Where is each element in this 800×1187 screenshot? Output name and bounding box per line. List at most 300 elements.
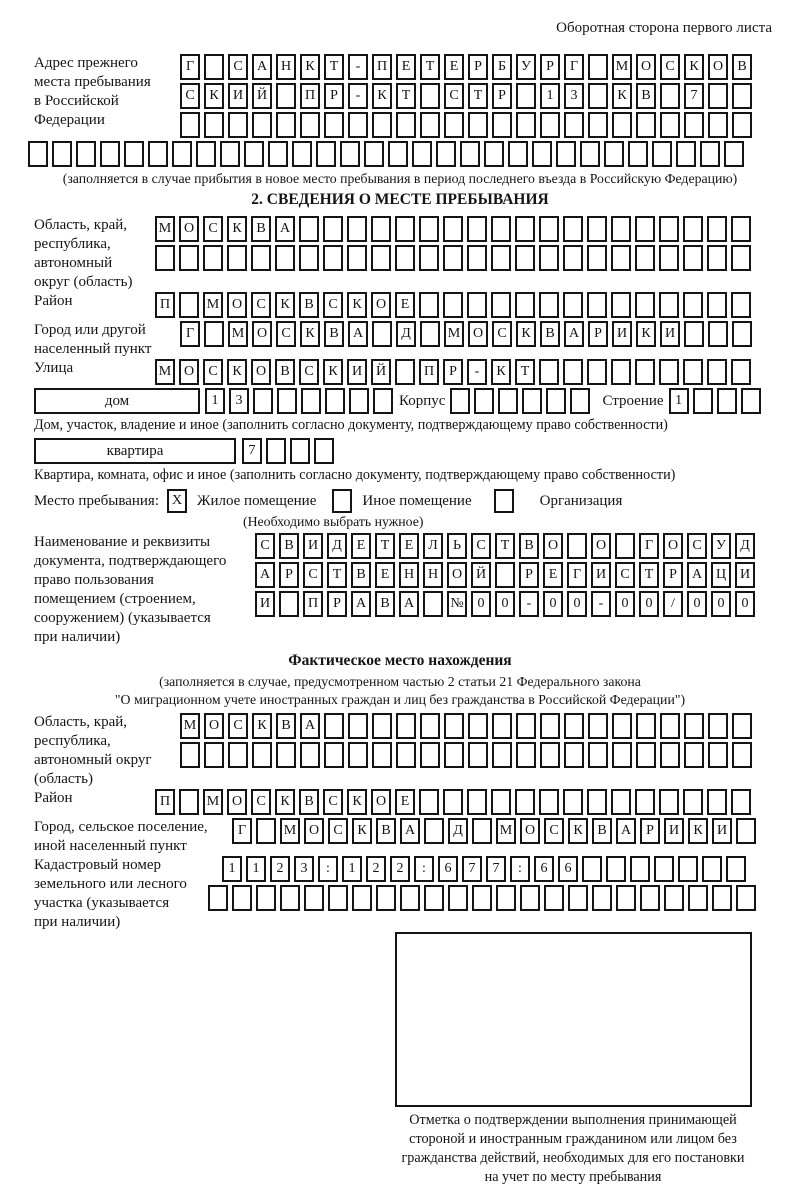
char-cell: И	[660, 321, 680, 347]
char-cell: Г	[639, 533, 659, 559]
char-cell	[684, 112, 704, 138]
char-cell	[522, 388, 542, 414]
char-cell: М	[155, 216, 175, 242]
char-cell: В	[275, 359, 295, 385]
char-cell	[707, 245, 727, 271]
char-cell: К	[636, 321, 656, 347]
char-cell: С	[471, 533, 491, 559]
char-cell	[76, 141, 96, 167]
char-cell: С	[276, 321, 296, 347]
char-cell: И	[712, 818, 732, 844]
gorod-row	[180, 321, 756, 347]
char-cell	[419, 245, 439, 271]
char-cell	[732, 713, 752, 739]
char-cell: М	[155, 359, 175, 385]
char-cell: Й	[371, 359, 391, 385]
char-cell: В	[299, 789, 319, 815]
char-cell: К	[252, 713, 272, 739]
char-cell: В	[636, 83, 656, 109]
label-line: Наименование и реквизиты	[34, 534, 211, 550]
char-cell: 0	[543, 591, 563, 617]
char-cell	[467, 245, 487, 271]
char-cell	[396, 112, 416, 138]
kadastr-label	[28, 856, 222, 932]
char-cell	[155, 245, 175, 271]
char-cell: -	[348, 83, 368, 109]
char-cell: 1	[342, 856, 362, 882]
char-cell	[468, 713, 488, 739]
char-cell	[683, 789, 703, 815]
char-cell: Р	[540, 54, 560, 80]
char-cell: С	[492, 321, 512, 347]
char-cell: А	[300, 713, 320, 739]
char-cell	[570, 388, 590, 414]
char-cell	[324, 713, 344, 739]
char-cell	[443, 789, 463, 815]
char-cell	[180, 112, 200, 138]
char-cell: К	[275, 789, 295, 815]
label-line: иной населенный пункт	[34, 838, 187, 854]
char-cell	[364, 141, 384, 167]
char-cell	[491, 245, 511, 271]
char-cell	[516, 742, 536, 768]
char-cell	[347, 216, 367, 242]
char-cell: И	[303, 533, 323, 559]
section3-title: Фактическое место нахождения	[288, 652, 512, 669]
char-cell	[420, 112, 440, 138]
char-cell	[252, 742, 272, 768]
char-cell	[564, 742, 584, 768]
gorod3-label	[28, 818, 232, 856]
char-cell	[400, 885, 420, 911]
label-line: округ (область)	[34, 274, 133, 290]
char-cell	[420, 742, 440, 768]
char-cell	[491, 789, 511, 815]
char-cell: Й	[471, 562, 491, 588]
char-cell	[419, 216, 439, 242]
char-cell	[324, 112, 344, 138]
char-cell	[256, 818, 276, 844]
char-cell: Т	[468, 83, 488, 109]
char-cell	[736, 885, 756, 911]
char-cell	[636, 742, 656, 768]
char-cell: 1	[222, 856, 242, 882]
char-cell	[290, 438, 310, 464]
char-cell: С	[228, 54, 248, 80]
char-cell	[731, 789, 751, 815]
char-cell	[491, 292, 511, 318]
char-cell	[395, 216, 415, 242]
char-cell	[540, 713, 560, 739]
char-cell: Т	[327, 562, 347, 588]
char-cell	[636, 713, 656, 739]
label-line: (область)	[34, 771, 93, 787]
char-cell	[179, 789, 199, 815]
raion-block	[28, 292, 772, 321]
char-cell	[516, 713, 536, 739]
char-cell	[395, 245, 415, 271]
char-cell: И	[735, 562, 755, 588]
char-cell	[635, 216, 655, 242]
char-cell	[492, 112, 512, 138]
label-line: Город или другой	[34, 322, 146, 338]
char-cell: С	[203, 359, 223, 385]
char-cell: Е	[543, 562, 563, 588]
char-cell	[299, 216, 319, 242]
char-cell	[420, 713, 440, 739]
char-cell	[228, 112, 248, 138]
char-cell	[708, 112, 728, 138]
char-cell	[587, 789, 607, 815]
char-cell: В	[351, 562, 371, 588]
char-cell: К	[204, 83, 224, 109]
char-cell: А	[348, 321, 368, 347]
char-cell	[563, 292, 583, 318]
char-cell	[539, 359, 559, 385]
char-cell	[563, 359, 583, 385]
char-cell	[652, 141, 672, 167]
char-cell: С	[323, 292, 343, 318]
prev-address-row-1	[180, 54, 756, 80]
char-cell: Д	[396, 321, 416, 347]
char-cell: В	[324, 321, 344, 347]
char-cell	[208, 885, 228, 911]
char-cell	[220, 141, 240, 167]
gorod-block	[28, 321, 772, 359]
char-cell: Р	[663, 562, 683, 588]
char-cell: С	[251, 292, 271, 318]
char-cell	[544, 885, 564, 911]
raion3-block	[28, 789, 772, 818]
char-cell	[450, 388, 470, 414]
label-line: автономный округ	[34, 752, 152, 768]
ulitsa-block	[28, 359, 772, 388]
char-cell	[52, 141, 72, 167]
char-cell	[300, 112, 320, 138]
char-cell	[372, 742, 392, 768]
label-line: места пребывания	[34, 74, 151, 90]
raion3-label: Район	[34, 790, 73, 806]
gorod3-row	[232, 818, 760, 844]
char-cell: И	[612, 321, 632, 347]
char-cell: Ь	[447, 533, 467, 559]
korpus-label: Корпус	[399, 392, 446, 409]
char-cell	[741, 388, 761, 414]
char-cell	[520, 885, 540, 911]
char-cell: Р	[468, 54, 488, 80]
char-cell: Г	[564, 54, 584, 80]
oblast3-row-2	[180, 742, 756, 768]
char-cell: Е	[444, 54, 464, 80]
char-cell: П	[419, 359, 439, 385]
char-cell	[540, 742, 560, 768]
char-cell	[352, 885, 372, 911]
char-cell: :	[414, 856, 434, 882]
char-cell: В	[540, 321, 560, 347]
raion-row	[155, 292, 755, 318]
char-cell	[592, 885, 612, 911]
char-cell	[568, 885, 588, 911]
char-cell	[347, 245, 367, 271]
char-cell	[419, 789, 439, 815]
char-cell	[277, 388, 297, 414]
char-cell: К	[323, 359, 343, 385]
char-cell: Р	[588, 321, 608, 347]
char-cell	[612, 742, 632, 768]
char-cell	[659, 789, 679, 815]
char-cell	[348, 713, 368, 739]
char-cell: Ц	[711, 562, 731, 588]
char-cell	[349, 388, 369, 414]
char-cell: С	[303, 562, 323, 588]
char-cell	[467, 292, 487, 318]
char-cell: С	[544, 818, 564, 844]
document-row-3	[255, 591, 759, 617]
char-cell	[516, 112, 536, 138]
kadastr-block	[28, 856, 772, 932]
char-cell: О	[179, 216, 199, 242]
char-cell	[492, 742, 512, 768]
char-cell: А	[351, 591, 371, 617]
char-cell	[256, 885, 276, 911]
char-cell: -	[519, 591, 539, 617]
char-cell	[635, 292, 655, 318]
char-cell	[684, 713, 704, 739]
char-cell	[395, 359, 415, 385]
char-cell	[615, 533, 635, 559]
char-cell	[314, 438, 334, 464]
char-cell	[179, 292, 199, 318]
label-line: Адрес прежнего	[34, 55, 138, 71]
oblast3-label	[28, 713, 180, 789]
char-cell	[708, 713, 728, 739]
char-cell	[444, 713, 464, 739]
char-cell	[474, 388, 494, 414]
char-cell	[436, 141, 456, 167]
char-cell: А	[687, 562, 707, 588]
char-cell: С	[203, 216, 223, 242]
char-cell: С	[251, 789, 271, 815]
char-cell	[292, 141, 312, 167]
char-cell	[300, 742, 320, 768]
char-cell: А	[255, 562, 275, 588]
header-note: Оборотная сторона первого листа	[556, 20, 772, 36]
char-cell	[659, 292, 679, 318]
char-cell: /	[663, 591, 683, 617]
kvartira-row	[34, 438, 772, 464]
char-cell	[371, 216, 391, 242]
char-cell: Й	[252, 83, 272, 109]
char-cell	[587, 292, 607, 318]
char-cell	[196, 141, 216, 167]
char-cell: В	[732, 54, 752, 80]
char-cell	[372, 321, 392, 347]
char-cell: К	[491, 359, 511, 385]
char-cell	[444, 112, 464, 138]
char-cell	[587, 216, 607, 242]
char-cell	[563, 216, 583, 242]
char-cell: К	[347, 292, 367, 318]
char-cell: Е	[375, 562, 395, 588]
char-cell	[582, 856, 602, 882]
char-cell	[268, 141, 288, 167]
char-cell: О	[468, 321, 488, 347]
char-cell	[707, 789, 727, 815]
char-cell	[588, 713, 608, 739]
char-cell: О	[708, 54, 728, 80]
char-cell	[204, 54, 224, 80]
char-cell: С	[299, 359, 319, 385]
prev-address-row-2	[180, 83, 756, 109]
char-cell: У	[711, 533, 731, 559]
char-cell: С	[323, 789, 343, 815]
char-cell: С	[444, 83, 464, 109]
char-cell	[611, 789, 631, 815]
char-cell	[611, 216, 631, 242]
char-cell	[396, 713, 416, 739]
stroenie-label: Строение	[602, 392, 664, 409]
prev-address-label	[28, 54, 180, 130]
char-cell: Д	[735, 533, 755, 559]
char-cell	[683, 292, 703, 318]
oblast-row-1	[155, 216, 755, 242]
section3-note-line-2: "О миграционном учете иностранных граждан и лиц без гражданства в Российской Федерации")	[114, 692, 686, 707]
document-label	[28, 533, 255, 647]
char-cell: Р	[519, 562, 539, 588]
label-line: при наличии)	[34, 914, 121, 930]
ulitsa-label: Улица	[34, 360, 74, 376]
section3-note-line-1: (заполняется в случае, предусмотренном частью 2 статьи 21 Федерального закона	[159, 674, 641, 689]
inoe-label: Иное помещение	[362, 492, 472, 509]
label-line: сооружением) (указывается	[34, 610, 211, 626]
char-cell: О	[204, 713, 224, 739]
raion3-row	[155, 789, 755, 815]
char-cell: А	[616, 818, 636, 844]
char-cell	[443, 245, 463, 271]
char-cell	[299, 245, 319, 271]
char-cell	[635, 359, 655, 385]
char-cell	[660, 742, 680, 768]
char-cell	[498, 388, 518, 414]
char-cell	[707, 292, 727, 318]
char-cell: К	[347, 789, 367, 815]
char-cell: С	[228, 713, 248, 739]
char-cell	[316, 141, 336, 167]
char-cell	[606, 856, 626, 882]
char-cell: Р	[492, 83, 512, 109]
char-cell: П	[155, 789, 175, 815]
char-cell: 0	[711, 591, 731, 617]
char-cell: -	[467, 359, 487, 385]
char-cell: О	[304, 818, 324, 844]
char-cell: Р	[640, 818, 660, 844]
char-cell	[253, 388, 273, 414]
char-cell: О	[520, 818, 540, 844]
char-cell: 0	[687, 591, 707, 617]
char-cell	[372, 112, 392, 138]
char-cell	[556, 141, 576, 167]
char-cell: Е	[396, 54, 416, 80]
char-cell: О	[591, 533, 611, 559]
char-cell	[508, 141, 528, 167]
char-cell	[244, 141, 264, 167]
kvartira-cells	[242, 438, 338, 464]
char-cell: И	[664, 818, 684, 844]
document-row-1	[255, 533, 759, 559]
label-line: участка (указывается	[34, 895, 170, 911]
char-cell	[588, 112, 608, 138]
char-cell	[325, 388, 345, 414]
char-cell	[420, 83, 440, 109]
char-cell	[251, 245, 271, 271]
char-cell	[468, 742, 488, 768]
char-cell: М	[280, 818, 300, 844]
char-cell	[654, 856, 674, 882]
char-cell	[100, 141, 120, 167]
char-cell: 2	[270, 856, 290, 882]
char-cell	[707, 216, 727, 242]
char-cell	[700, 141, 720, 167]
char-cell: 6	[534, 856, 554, 882]
char-cell	[280, 885, 300, 911]
char-cell	[635, 245, 655, 271]
char-cell: М	[612, 54, 632, 80]
label-line: Город, сельское поселение,	[34, 819, 208, 835]
prev-address-note: (заполняется в случае прибытия в новое место пребывания в период последнего въезда в Российскую Федерацию)	[62, 171, 738, 186]
char-cell: 6	[438, 856, 458, 882]
char-cell	[28, 141, 48, 167]
document-row-2	[255, 562, 759, 588]
char-cell: А	[564, 321, 584, 347]
label-line: Область, край,	[34, 217, 128, 233]
char-cell: Е	[395, 292, 415, 318]
char-cell: К	[688, 818, 708, 844]
organizatsiya-checkbox	[494, 489, 514, 513]
char-cell	[203, 245, 223, 271]
char-cell	[546, 388, 566, 414]
char-cell: У	[516, 54, 536, 80]
char-cell: Д	[448, 818, 468, 844]
label-line: Кадастровый номер	[34, 857, 161, 873]
char-cell	[717, 388, 737, 414]
char-cell	[532, 141, 552, 167]
char-cell	[148, 141, 168, 167]
char-cell	[424, 818, 444, 844]
char-cell	[611, 292, 631, 318]
char-cell	[707, 359, 727, 385]
char-cell: Т	[495, 533, 515, 559]
char-cell: С	[687, 533, 707, 559]
label-line: в Российской	[34, 93, 119, 109]
char-cell	[275, 245, 295, 271]
label-line: гражданства действий, необходимых для его постановки	[401, 1150, 745, 1166]
char-cell	[419, 292, 439, 318]
char-cell	[684, 742, 704, 768]
char-cell: К	[568, 818, 588, 844]
mesto-note: (Необходимо выбрать нужное)	[243, 514, 424, 529]
char-cell	[515, 216, 535, 242]
oblast3-block	[28, 713, 772, 789]
char-cell	[495, 562, 515, 588]
char-cell	[276, 112, 296, 138]
char-cell	[467, 216, 487, 242]
char-cell	[376, 885, 396, 911]
char-cell: 2	[366, 856, 386, 882]
char-cell	[588, 83, 608, 109]
char-cell	[372, 713, 392, 739]
char-cell	[678, 856, 698, 882]
label-line: Область, край,	[34, 714, 128, 730]
